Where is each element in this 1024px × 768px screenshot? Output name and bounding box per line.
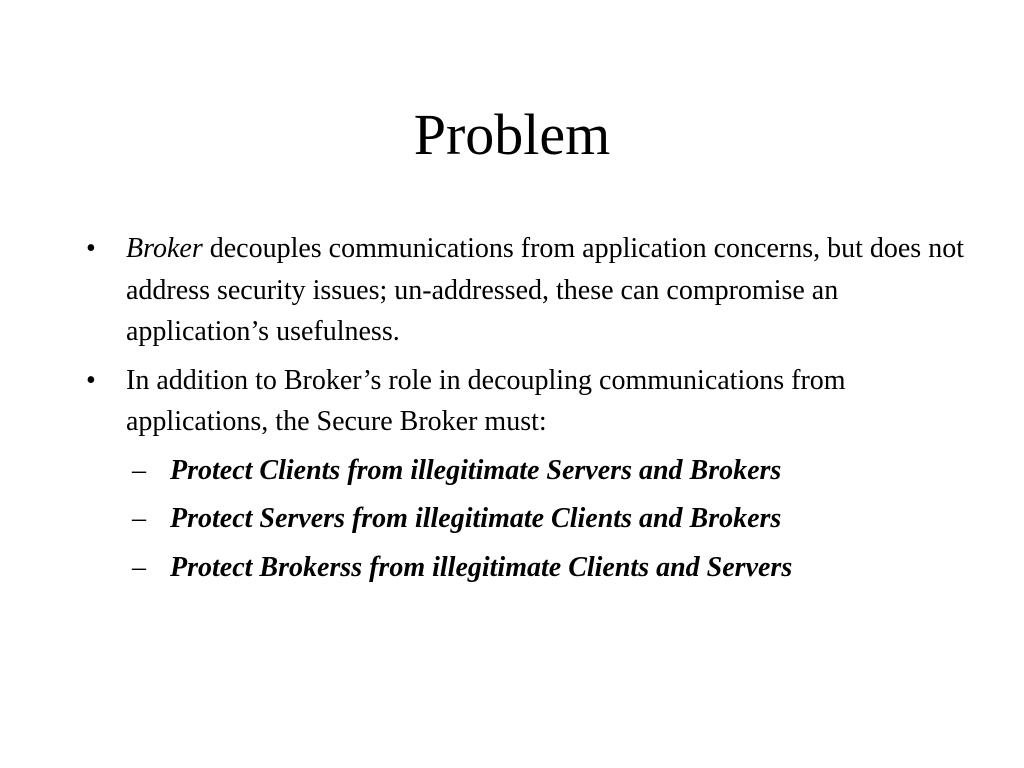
bullet-item-secure-broker bbox=[84, 360, 964, 443]
slide-body bbox=[84, 228, 964, 595]
bullet-text-secure-broker: In addition to Broker’s role in decoupling communications from applications, the Secure Broker must: bbox=[126, 364, 846, 437]
sub-bullet-protect-clients bbox=[84, 450, 964, 492]
bullet-marker: • bbox=[86, 364, 96, 396]
sub-bullet-marker: – bbox=[132, 503, 146, 534]
bullet-emphasis-broker: Broker bbox=[126, 233, 203, 264]
sub-bullet-text: Protect Servers from illegitimate Clients and Brokers bbox=[170, 503, 782, 534]
bullet-item-broker bbox=[84, 228, 964, 353]
slide-title: Problem bbox=[413, 102, 611, 167]
sub-bullet-text: Protect Clients from illegitimate Servers and Brokers bbox=[170, 454, 782, 486]
sub-bullet-marker: – bbox=[132, 454, 146, 486]
sub-bullet-protect-servers bbox=[84, 498, 964, 540]
bullet-marker: • bbox=[86, 233, 96, 264]
sub-bullet-protect-brokers bbox=[84, 547, 964, 589]
sub-bullet-marker: – bbox=[132, 551, 146, 583]
sub-bullet-text: Protect Brokerss from illegitimate Clients and Servers bbox=[170, 551, 793, 583]
bullet-text-broker: decouples communications from application concerns, but does not address security issues; un-addressed, these can compromise an application’s usefulness. bbox=[126, 233, 964, 347]
